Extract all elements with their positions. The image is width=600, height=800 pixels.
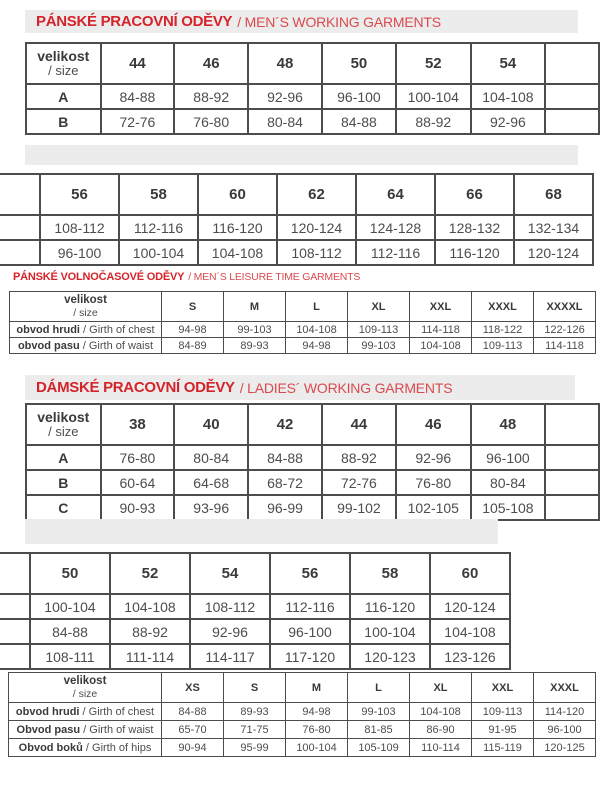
section-title-english: / MEN´S LEISURE TIME GARMENTS [188,271,361,283]
size-column-header: 62 [277,174,356,215]
size-column-header: 54 [471,43,546,84]
size-column-header: 50 [322,43,396,84]
size-column-header: 58 [119,174,198,215]
value-cell: 104-108 [430,619,510,644]
table-mens-leisure-s-xxxxl [9,291,596,354]
value-cell: 88-92 [396,109,471,134]
value-cell: 110-114 [410,739,472,757]
cropped-column-cell [545,84,599,109]
value-cell: 109-113 [348,322,410,338]
size-column-header: XL [410,673,472,703]
value-cell: 90-93 [101,495,175,520]
value-cell: 128-132 [435,215,514,240]
size-column-header: 46 [396,404,471,445]
size-column-header: 60 [198,174,277,215]
value-cell: 84-88 [162,703,224,721]
value-cell: 96-100 [40,240,119,265]
value-cell: 114-117 [190,644,270,669]
row-label-cell [10,338,162,354]
size-label-bold: velikost [37,408,90,425]
value-cell: 84-88 [248,445,322,470]
value-cell: 96-100 [270,619,350,644]
value-cell: 76-80 [174,109,248,134]
value-cell: 120-124 [277,215,356,240]
table-ladies-working-38-48 [25,403,600,521]
value-cell: 72-76 [322,470,396,495]
size-column-header: 64 [356,174,435,215]
size-column-header: XL [348,292,410,322]
divider-band [25,145,578,165]
value-cell: 93-96 [174,495,248,520]
row-label-cell: B [26,470,101,495]
size-label-header-cell [26,404,101,445]
size-column-header: 56 [270,553,350,594]
value-cell: 94-98 [286,703,348,721]
value-cell: 92-96 [190,619,270,644]
value-cell: 64-68 [174,470,248,495]
value-cell: 94-98 [286,338,348,354]
value-cell: 76-80 [101,445,175,470]
cropped-column-cell [545,445,599,470]
size-table [0,173,594,266]
size-column-header: 42 [248,404,322,445]
row-label-cell: A [26,84,101,109]
size-column-header: XXXL [534,673,596,703]
value-cell: 117-120 [270,644,350,669]
value-cell: 86-90 [410,721,472,739]
value-cell: 132-134 [514,215,593,240]
value-cell: 104-108 [198,240,277,265]
size-column-header: 44 [101,43,175,84]
section-title-czech: DÁMSKÉ PRACOVNÍ ODĚVY [36,379,235,396]
size-label-header-cell [9,673,162,703]
value-cell: 114-118 [534,338,596,354]
section-title-czech: PÁNSKÉ VOLNOČASOVÉ ODĚVY [13,271,185,283]
value-cell: 96-100 [322,84,396,109]
value-cell: 80-84 [248,109,322,134]
size-column-header: 68 [514,174,593,215]
value-cell: 109-113 [472,338,534,354]
value-cell: 99-103 [348,338,410,354]
value-cell: 96-100 [534,721,596,739]
size-column-header: XXXL [472,292,534,322]
value-cell: 84-88 [101,84,175,109]
size-label-header-cell [10,292,162,322]
cropped-column-cell [545,470,599,495]
size-column-header: M [286,673,348,703]
value-cell: 116-120 [435,240,514,265]
size-column-header: 58 [350,553,430,594]
size-label-sub: / size [48,63,79,79]
value-cell: 108-112 [277,240,356,265]
row-label-cell [0,594,30,619]
size-label-sub: / size [73,307,98,320]
value-cell: 94-98 [162,322,224,338]
row-label-english: / Girth of chest [79,705,155,718]
size-column-header: 38 [101,404,175,445]
size-column-header: S [224,673,286,703]
size-column-header: 48 [248,43,322,84]
size-label-bold: velikost [64,293,107,306]
size-column-header: 52 [110,553,190,594]
size-table [9,291,596,354]
value-cell: 100-104 [350,619,430,644]
size-column-header: XXXXL [534,292,596,322]
value-cell: 109-113 [472,703,534,721]
value-cell: 76-80 [286,721,348,739]
table-ladies-working-50-60 [0,552,511,670]
table-ladies-girth-xs-xxxl [8,672,596,757]
value-cell: 99-102 [322,495,396,520]
section-title-english: / MEN´S WORKING GARMENTS [237,13,441,30]
value-cell: 102-105 [396,495,471,520]
row-label-english: / Girth of hips [82,741,152,754]
value-cell: 114-120 [534,703,596,721]
size-column-header: 46 [174,43,248,84]
value-cell: 111-114 [110,644,190,669]
value-cell: 112-116 [119,215,198,240]
size-column-header: M [224,292,286,322]
size-column-header: S [162,292,224,322]
size-column-header: 44 [322,404,396,445]
value-cell: 100-104 [396,84,471,109]
value-cell: 124-128 [356,215,435,240]
cropped-column-cell [545,495,599,520]
row-label-cell [0,240,40,265]
value-cell: 90-94 [162,739,224,757]
value-cell: 120-125 [534,739,596,757]
size-column-header: 50 [30,553,110,594]
size-table [25,403,600,521]
section-header-mens-leisure [13,271,360,283]
value-cell: 100-104 [119,240,198,265]
value-cell: 104-108 [110,594,190,619]
size-column-header: L [286,292,348,322]
value-cell: 115-119 [472,739,534,757]
value-cell: 84-88 [322,109,396,134]
row-label-cell [0,215,40,240]
value-cell: 108-112 [40,215,119,240]
row-label-cell [9,739,162,757]
size-column-header: 54 [190,553,270,594]
size-column-header: XS [162,673,224,703]
cropped-label-column-cell [0,174,40,215]
size-label-sub: / size [48,424,79,440]
value-cell: 84-89 [162,338,224,354]
size-label-sub: / size [72,688,98,701]
section-band-mens-working [25,10,578,33]
row-label-cell [0,619,30,644]
size-column-header: 66 [435,174,514,215]
cropped-column-cell [545,43,599,84]
value-cell: 88-92 [322,445,396,470]
row-label-english: / Girth of waist [79,339,154,352]
size-label-header-cell [26,43,101,84]
value-cell: 72-76 [101,109,175,134]
value-cell: 65-70 [162,721,224,739]
size-label-bold: velikost [63,674,107,687]
size-column-header: 40 [174,404,248,445]
value-cell: 96-100 [471,445,546,470]
row-label-czech: obvod pasu [17,339,80,352]
value-cell: 92-96 [471,109,546,134]
value-cell: 80-84 [174,445,248,470]
row-label-czech: obvod hrudi [16,323,80,336]
row-label-cell [9,721,162,739]
row-label-cell [10,322,162,338]
value-cell: 112-116 [270,594,350,619]
value-cell: 95-99 [224,739,286,757]
row-label-czech: Obvod pasu [16,723,81,736]
section-band-ladies-working [25,375,575,400]
row-label-english: / Girth of waist [80,723,154,736]
value-cell: 96-99 [248,495,322,520]
value-cell: 122-126 [534,322,596,338]
value-cell: 120-124 [514,240,593,265]
value-cell: 92-96 [396,445,471,470]
size-column-header: 52 [396,43,471,84]
value-cell: 100-104 [30,594,110,619]
size-column-header: XXL [410,292,472,322]
divider-band [25,519,498,544]
value-cell: 104-108 [286,322,348,338]
value-cell: 120-123 [350,644,430,669]
table-mens-working-44-54 [25,42,600,135]
row-label-czech: Obvod boků [18,741,83,754]
value-cell: 114-118 [410,322,472,338]
value-cell: 100-104 [286,739,348,757]
value-cell: 60-64 [101,470,175,495]
size-column-header: 48 [471,404,546,445]
value-cell: 84-88 [30,619,110,644]
size-table [0,552,511,670]
value-cell: 118-122 [472,322,534,338]
value-cell: 80-84 [471,470,546,495]
value-cell: 99-103 [224,322,286,338]
value-cell: 81-85 [348,721,410,739]
value-cell: 88-92 [110,619,190,644]
size-column-header: 60 [430,553,510,594]
row-label-cell [0,644,30,669]
value-cell: 123-126 [430,644,510,669]
value-cell: 112-116 [356,240,435,265]
value-cell: 108-112 [190,594,270,619]
row-label-cell [9,703,162,721]
value-cell: 116-120 [350,594,430,619]
value-cell: 71-75 [224,721,286,739]
value-cell: 120-124 [430,594,510,619]
value-cell: 88-92 [174,84,248,109]
row-label-cell: A [26,445,101,470]
section-title-czech: PÁNSKÉ PRACOVNÍ ODĚVY [36,13,233,30]
value-cell: 99-103 [348,703,410,721]
row-label-english: / Girth of chest [79,323,155,336]
row-label-cell: C [26,495,101,520]
size-label-bold: velikost [37,47,90,64]
value-cell: 89-93 [224,338,286,354]
size-column-header: L [348,673,410,703]
section-title-english: / LADIES´ WORKING GARMENTS [239,379,453,396]
value-cell: 89-93 [224,703,286,721]
value-cell: 104-108 [410,338,472,354]
value-cell: 104-108 [471,84,546,109]
value-cell: 105-109 [348,739,410,757]
value-cell: 108-111 [30,644,110,669]
value-cell: 91-95 [472,721,534,739]
row-label-czech: obvod hrudi [15,705,80,718]
size-table [8,672,596,757]
cropped-column-cell [545,109,599,134]
value-cell: 76-80 [396,470,471,495]
size-column-header: 56 [40,174,119,215]
cropped-label-column-cell [0,553,30,594]
value-cell: 104-108 [410,703,472,721]
row-label-cell: B [26,109,101,134]
size-column-header: XXL [472,673,534,703]
value-cell: 92-96 [248,84,322,109]
table-mens-working-56-68 [0,173,594,266]
size-table [25,42,600,135]
value-cell: 105-108 [471,495,546,520]
cropped-column-cell [545,404,599,445]
value-cell: 68-72 [248,470,322,495]
value-cell: 116-120 [198,215,277,240]
